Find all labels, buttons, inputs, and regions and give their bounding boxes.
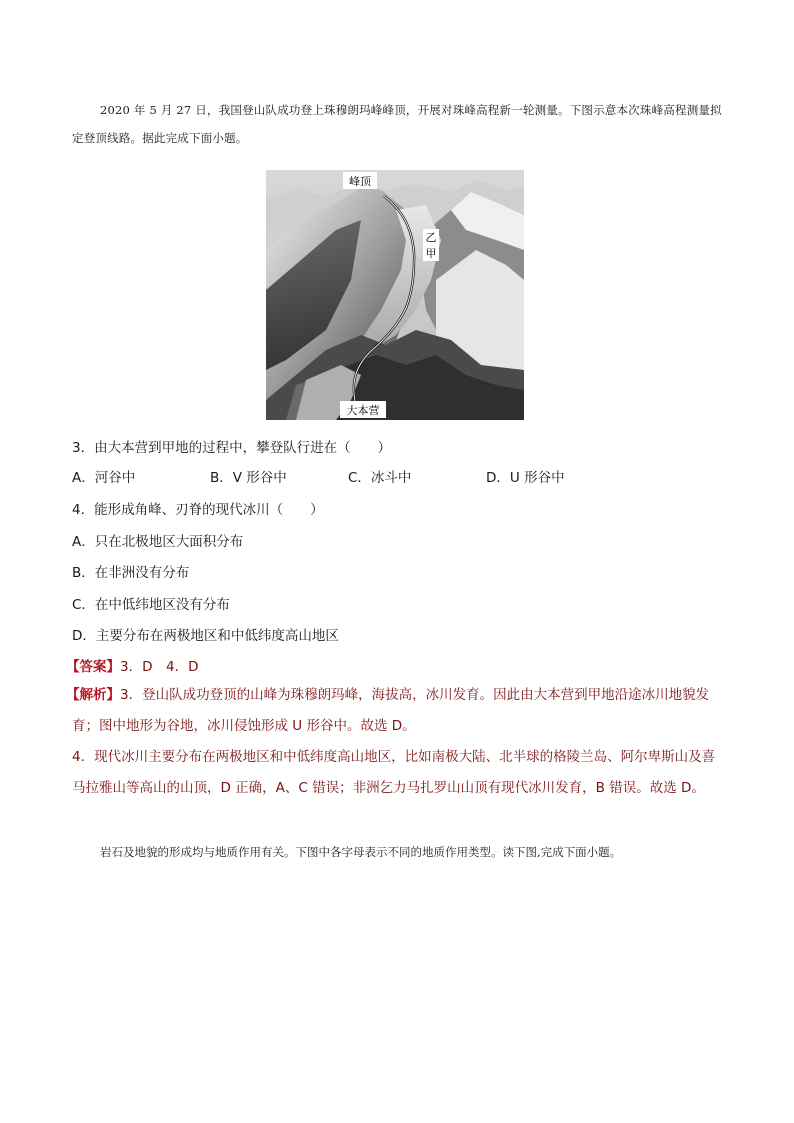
q3-option-a: A．河谷中 [72,470,136,486]
label-base-camp: 大本营 [346,404,380,417]
everest-route-photo [266,170,524,420]
question-3-stem: 3．由大本营到甲地的过程中，攀登队行进在（ ） [72,440,392,456]
q3-option-b: B．V 形谷中 [210,470,287,486]
q4-option-b: B．在非洲没有分布 [72,565,190,581]
q4-option-a: A．只在北极地区大面积分布 [72,534,244,550]
passage-intro-2: 岩石及地貌的形成均与地质作用有关。下图中各字母表示不同的地质作用类型。读下图,完成下面小题。 [100,845,622,859]
analysis-3 [66,680,728,742]
q3-option-c: C．冰斗中 [348,470,412,486]
q4-option-d: D．主要分布在两极地区和中低纬度高山地区 [72,628,339,644]
answer-text: 3．D 4．D [120,659,199,675]
label-peak: 峰顶 [349,175,371,188]
answer-line [66,655,198,675]
label-yi: 乙 [425,231,437,244]
q3-option-d: D．U 形谷中 [486,470,565,486]
answer-tag: 【答案】 [66,659,120,675]
analysis-tag: 【解析】 [66,687,120,703]
question-4-stem: 4．能形成角峰、刃脊的现代冰川（ ） [72,502,324,518]
passage-intro: 2020 年 5 月 27 日，我国登山队成功登上珠穆朗玛峰峰顶，开展对珠峰高程新一轮测量。下图示意本次珠峰高程测量拟定登顶线路。据此完成下面小题。 [72,103,722,145]
analysis-4: 4．现代冰川主要分布在两极地区和中低纬度高山地区，比如南极大陆、北半球的格陵兰岛、阿尔卑斯山及喜马拉雅山等高山的山顶，D 正确，A、C 错误；非洲乞力马扎罗山山顶有现代冰川发育，B 错误。故选 D。 [72,749,716,796]
question-3-options [72,466,724,486]
label-jia: 甲 [425,247,437,260]
analysis-3-text: 3．登山队成功登顶的山峰为珠穆朗玛峰，海拔高，冰川发育。因此由大本营到甲地沿途冰川地貌发育；图中地形为谷地，冰川侵蚀形成 U 形谷中。故选 D。 [72,687,710,734]
q4-option-c: C．在中低纬地区没有分布 [72,597,230,613]
